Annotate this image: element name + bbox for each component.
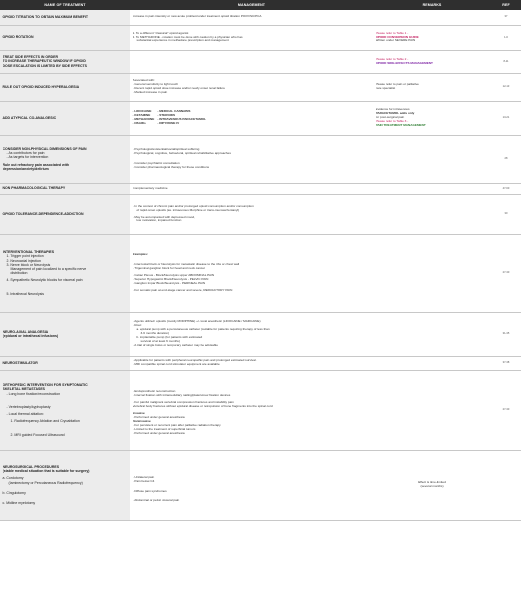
treatment-sublabel: 2. Neuroaxial injection xyxy=(6,258,41,263)
management-cell xyxy=(130,234,373,312)
management-text: - Applicable for patients with peripheral neuropathic pain and prolonged estimated survival. xyxy=(132,359,257,363)
management-cell xyxy=(130,370,373,450)
table-row xyxy=(0,73,521,101)
header-management: MANAGEMENT xyxy=(130,0,373,10)
table-row xyxy=(0,50,521,73)
treatment-label: NEURO-AXIAL ANALGESIA xyxy=(2,329,49,334)
treatment-cell xyxy=(0,450,130,520)
drug-item: - LIDOCAINE xyxy=(132,109,152,114)
management-text: Invasive xyxy=(132,412,145,416)
management-text: Increase in pain intensity or new acute problem/under treatment opioid titration PO/IV/SC/PCA xyxy=(132,15,262,19)
remark-link: OPIOID SIDE-EFFECTS MANAGEMENT xyxy=(375,61,433,65)
management-text: - Internal fixation with intramedullary nailing/plate/screw fixation devices xyxy=(132,394,231,398)
management-cell xyxy=(130,73,373,101)
treatment-sublabel: - As targets for intervention xyxy=(6,155,49,160)
treatment-sublabel: Management of pain localized to a specific nerve xyxy=(10,267,87,271)
treatment-label: ORTHOPEDIC INTERVENTION FOR SYMPTOMATIC xyxy=(2,383,88,388)
table-row xyxy=(0,183,521,194)
management-cell xyxy=(130,312,373,356)
treatment-cell xyxy=(0,194,130,234)
remarks-cell xyxy=(373,234,491,312)
management-text: Vertebral body fractures without epidural disease or retropulsion of bone fragments into the spinal cord xyxy=(132,405,273,409)
treatment-sublabel: 1. Radiofrequency Ablation and Cryoablation xyxy=(10,419,80,424)
management-text: - Diffuse pain syndromes xyxy=(132,489,167,493)
header-ref: REF xyxy=(491,0,521,10)
management-text: - Psychologist/existential/social/spiritual suffering xyxy=(132,148,200,152)
management-text: - Rout: xyxy=(132,324,142,328)
co-analgesic-column xyxy=(133,110,155,126)
treatment-cell xyxy=(0,10,130,25)
table-row xyxy=(0,356,521,370)
remarks-cell xyxy=(373,10,491,25)
management-text: - For somatic pain at end-stage cancer and severe, REFRACTORY PAIN xyxy=(132,288,233,292)
treatment-sublabel: 5. Intrathecal Neurolysis xyxy=(6,291,45,296)
management-text: survival of at least 6 months) xyxy=(140,339,180,343)
management-text: - Trigeminal ganglion block for head and neck cancer xyxy=(132,267,206,271)
management-text: low motivation, impaired function xyxy=(136,219,182,223)
management-text: - Superior Hypogastric Block/Neurolysis - PELVIC PAIN xyxy=(132,277,209,281)
management-text: Examples: xyxy=(132,253,148,257)
management-text: - Performed under general anesthesia xyxy=(132,431,185,435)
ref-cell: 47-60 xyxy=(491,183,521,194)
treatment-label: INTERVENTIONAL THERAPIES xyxy=(2,250,55,255)
treatment-cell xyxy=(0,101,130,135)
ref-cell: 30 xyxy=(491,194,521,234)
management-cell xyxy=(130,135,373,183)
treatment-sublabel: 2. MRI guided Focused Ultrasound xyxy=(10,432,65,437)
ref-cell: 31-35 xyxy=(491,312,521,356)
remark-text: Please refer to Table 1 - xyxy=(375,31,409,35)
treatment-sublabel: - As contributors for pain xyxy=(6,151,45,156)
treatment-cell xyxy=(0,183,130,194)
treatment-sublabel: - Vertebroplasty/kyphoplasty xyxy=(6,404,51,409)
remark-text: Evidence for intravenous xyxy=(375,108,410,112)
management-text: - May be accompanied with depressed mood, xyxy=(132,215,195,219)
management-cell xyxy=(130,356,373,370)
header-remarks: REMARKS xyxy=(373,0,491,10)
management-text: - For painful malignant vertebral compression fractures and instability pain xyxy=(132,401,234,405)
treatment-cell xyxy=(0,356,130,370)
drug-item: - DIPYRONE IV xyxy=(157,120,180,125)
remark-text: Please refer to Table 2 - xyxy=(375,57,409,61)
management-text: - Consider pharmacological therapy for these conditions xyxy=(132,165,210,169)
ref-cell: 13-21 xyxy=(491,101,521,135)
remark-text: Please refer to Table 3 - xyxy=(375,119,409,123)
ref-cell: 37-38 xyxy=(491,356,521,370)
management-text: - Psychological, cognitive, behavioral, spiritual rehabilitative approaches xyxy=(132,152,231,156)
management-text: - Recent rapid opioid dose increase and/or newly onset renal failure xyxy=(132,87,226,90)
remark-link: OPIOID CONVERSION GUIDE xyxy=(375,35,419,39)
treatment-sublabel: distribution xyxy=(10,271,28,276)
treatment-label: SKELETAL METASTASES xyxy=(2,387,46,392)
treatment-cell xyxy=(0,312,130,356)
remarks-cell xyxy=(373,194,491,234)
table-row xyxy=(0,234,521,312)
treatment-label: depression/anxiety/delirium xyxy=(2,166,49,171)
treatment-cell xyxy=(0,135,130,183)
treatment-label: OPIOID TOLERANCE-DEPENDENCE-ADDICTION xyxy=(2,211,84,216)
treatment-label: NEUROSTIMULATOR xyxy=(2,360,38,365)
management-text: - A trial of single bolus or temporary catheter may be advisable xyxy=(132,343,218,347)
remarks-cell xyxy=(373,73,491,101)
treatment-sublabel: c. Midline myelotomy xyxy=(2,500,36,505)
remarks-cell xyxy=(373,101,491,135)
ref-cell: 12-13 xyxy=(491,73,521,101)
management-cell xyxy=(130,194,373,234)
management-text: - Intercostal block or Neurolysis for metastatic disease to the ribs or chest wall xyxy=(132,263,240,267)
drug-item: - KETAMINE xyxy=(132,113,151,118)
drug-item: - INTRAVENOUS PARACETAMOL xyxy=(157,117,206,121)
treatment-sublabel: 4. Sympathetic Neurolytic blocks for visceral pain xyxy=(6,278,83,283)
management-text: - Agents utilized: opioids (mostly MORPHINE) +/- local anesthetic (LIDOCAINE / MARCAINE) xyxy=(132,320,261,324)
management-cell xyxy=(130,25,373,50)
table-row xyxy=(0,312,521,356)
management-cell xyxy=(130,183,373,194)
ref-cell xyxy=(491,450,521,520)
treatment-label: Rule out refractory pain associated with xyxy=(2,162,70,167)
ref-cell: 27-30 xyxy=(491,370,521,450)
management-text: 3-6 months duration) xyxy=(140,332,170,336)
drug-item: - NSAIDs xyxy=(132,120,146,125)
management-text: 2. To METHADONE - rotation must be done with caution by a physician who has xyxy=(132,35,243,39)
table-row xyxy=(0,135,521,183)
treatment-cell xyxy=(0,234,130,312)
treatment-cell xyxy=(0,50,130,73)
treatment-sublabel: (Iaminectomy or Percutaneous Radiofrequency) xyxy=(8,480,83,485)
management-text: Noninvasive xyxy=(132,419,151,423)
treatment-cell xyxy=(0,25,130,50)
treatment-sublabel: a. Cordotomy xyxy=(2,476,24,481)
management-text: - MRI compatible spinal cord stimulator equipment are available xyxy=(132,363,220,366)
treatment-sublabel: - Local thermal ablation: xyxy=(6,412,44,417)
management-cell xyxy=(130,450,373,520)
remark-link: PAIN TREATMENT MANAGEMENT xyxy=(375,123,426,127)
remark-text: Effect is time-limited xyxy=(418,481,446,485)
treatment-label: TO INCREASE THERAPEUTIC WINDOW IF OPIOID xyxy=(2,59,86,64)
treatment-label: DOSE ESCALATION IS LIMITED BY SIDE EFFECTS xyxy=(2,63,87,68)
table-row xyxy=(0,194,521,234)
treatment-sublabel: 1. Trigger point injection xyxy=(6,254,44,259)
treatment-label: (epidural or intrathecal infusions) xyxy=(2,334,59,338)
remarks-cell xyxy=(373,50,491,73)
remark-text: Written under SEVERE PAIN xyxy=(375,39,416,43)
management-cell xyxy=(130,10,373,25)
treatment-cell xyxy=(0,73,130,101)
remarks-cell xyxy=(373,135,491,183)
header-treatment: NAME OF TREATMENT xyxy=(0,0,130,10)
management-cell xyxy=(130,101,373,135)
ref-cell: 1-6 xyxy=(491,25,521,50)
remark-text: (several months) xyxy=(420,485,444,488)
remarks-cell xyxy=(373,25,491,50)
management-text: - Celiac Plexus - Block/Neurolysis upper ABDOMINAL PAIN xyxy=(132,274,215,278)
remarks-cell xyxy=(373,312,491,356)
management-text: Complementary medicine xyxy=(132,186,168,190)
table-row xyxy=(0,25,521,50)
treatment-label: TREAT SIDE EFFECTS IN ORDER xyxy=(2,55,59,60)
management-text: - Pain below C4 xyxy=(132,479,155,483)
management-text: Associated with: xyxy=(132,79,155,83)
table-row xyxy=(0,101,521,135)
drug-item: - MEDICAL CANNABIS xyxy=(157,109,191,114)
ref-cell: 27-30 xyxy=(491,234,521,312)
management-text: b. implantable pump (for patients with estimated xyxy=(136,335,203,339)
table-header-row xyxy=(0,0,521,10)
management-text: - Consider psychiatric consultation xyxy=(132,162,180,165)
management-text: - Marked increase in pain xyxy=(132,90,168,94)
co-analgesic-column xyxy=(157,110,206,126)
management-text: - For persistent or recurrent pain after palliative radiation therapy xyxy=(132,423,221,427)
treatment-cell xyxy=(0,370,130,450)
management-text: - In the context of chronic pain and/or prolonged opioid consumption and/or consumption xyxy=(132,204,254,208)
management-text: a. epidural pump with a percutaneous catheter (suitable for patients requiring therapy of less than xyxy=(136,328,270,332)
ref-cell: 8-11 xyxy=(491,50,521,73)
treatment-label: CONSIDER NON-PHYSICAL DIMENSIONS OF PAIN xyxy=(2,146,87,151)
management-text: - Limited to the treatment of superficial tumors xyxy=(132,427,196,431)
table-row xyxy=(0,370,521,450)
treatment-label: OPIOID TITRATION TO OBTAIN MAXIMUM BENEFIT xyxy=(2,15,89,20)
management-text: - Performed under general anesthesia xyxy=(132,416,185,419)
treatment-label: NEUROSURGICAL PROCEDURES xyxy=(2,464,60,469)
treatment-sublabel: - Long bone fixation/reconstruction xyxy=(6,391,61,396)
management-text: - Ganglion Impar Block/Neurolysis - PERINEAL PAIN xyxy=(132,281,206,285)
treatment-label: NON PHARMACOLOGICAL THERAPY xyxy=(2,186,66,191)
co-analgesic-list xyxy=(133,110,371,126)
table-row xyxy=(0,450,521,520)
treatment-sublabel: 3. Nerve block or Neurolysis xyxy=(6,262,51,267)
remark-text: care specialist xyxy=(375,87,396,90)
remarks-cell xyxy=(373,370,491,450)
treatment-label: RULE OUT OPIOID INDUCED HYPERALGESIA xyxy=(2,84,80,89)
management-text: 1. To a different "classical" opioid agonist xyxy=(132,31,189,35)
table-row xyxy=(0,10,521,25)
remark-text: for post-surgical pain xyxy=(375,116,405,120)
management-text: - General sensitivity to light touch xyxy=(132,83,179,87)
treatment-label: (stable medical situation that is suitable for surgery) xyxy=(2,469,90,474)
remarks-cell xyxy=(373,356,491,370)
management-text: - Abdominal or pelvic visceral pain xyxy=(132,499,180,503)
drug-item: - STEROIDS xyxy=(157,113,176,118)
management-text: of rapid onset opioids (as. intravenous Morphine or trans-mucosal fentanyl) xyxy=(136,208,240,212)
remarks-cell xyxy=(373,183,491,194)
treatment-sublabel: b. Cingulotomy xyxy=(2,490,26,495)
treatment-label: OPIOID ROTATION xyxy=(2,35,34,40)
management-text: substantial experience in methadone prescription and management xyxy=(136,39,229,43)
management-text: - Endoprosthetic reconstruction xyxy=(132,390,176,394)
management-cell xyxy=(130,50,373,73)
ref-cell: 37 xyxy=(491,10,521,25)
ref-cell: 28 xyxy=(491,135,521,183)
remark-text: PARACETAMOL adds only xyxy=(375,112,415,116)
management-text: - Unilateral pain xyxy=(132,475,155,479)
remarks-cell xyxy=(373,450,491,520)
remark-text: Please refer to pain or palliative xyxy=(375,83,419,87)
drug-item: - METHADONE xyxy=(132,117,155,121)
treatment-label: ADD ATYPICAL CO-ANALGESIC xyxy=(2,115,57,120)
